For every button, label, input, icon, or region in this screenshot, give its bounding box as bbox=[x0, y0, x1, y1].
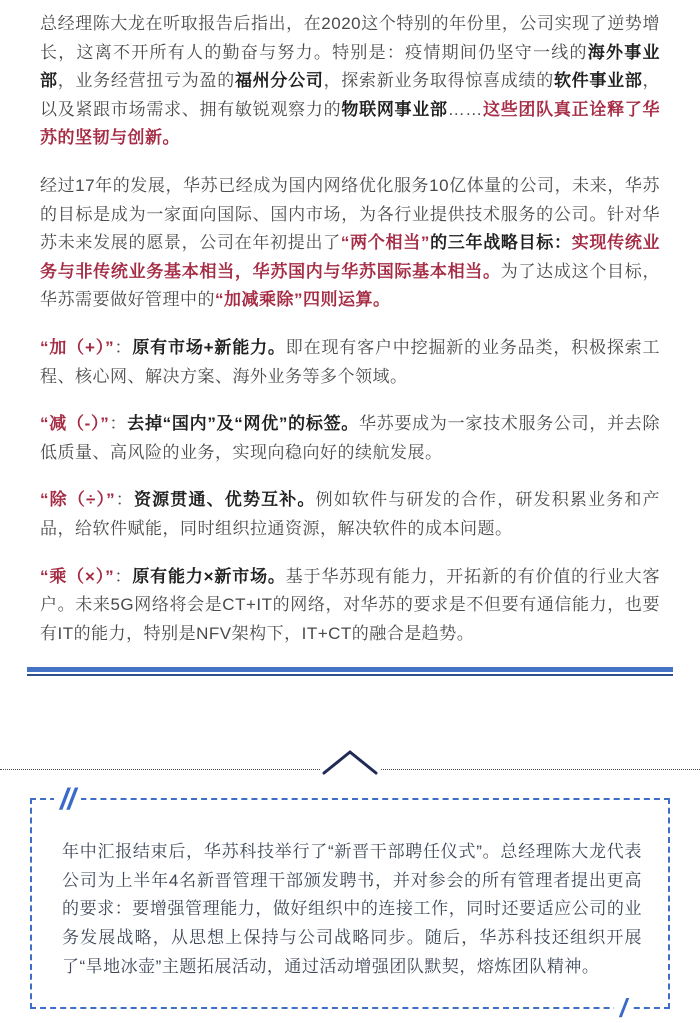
text-segment: ，以及紧跟市场需求、拥有敏锐观察力的 bbox=[40, 71, 661, 119]
article-paragraph bbox=[40, 410, 660, 467]
article-paragraph bbox=[40, 172, 660, 315]
quote-close-slash-icon: / bbox=[614, 995, 632, 1021]
text-segment: 即在现有客户中挖掘新的业务品类，积极探索工程、核心网、解决方案、海外业务等多个领域。 bbox=[40, 337, 661, 386]
text-segment: 例如软件与研发的合作，研发积累业务和产品，给软件赋能，同时组织拉通资源，解决软件的成本问题。 bbox=[40, 490, 661, 538]
chevron-up-icon bbox=[320, 748, 380, 776]
text-segment: “加减乘除”四则运算。 bbox=[215, 290, 391, 310]
text-segment: “两个相当” bbox=[340, 233, 430, 253]
text-segment: “加（+）” bbox=[40, 337, 115, 357]
text-segment: 这些团队真正诠释了华苏的坚韧与创新。 bbox=[40, 99, 661, 148]
text-segment: 经过17年的发展，华苏已经成为国内网络优化服务10亿体量的公司，未来，华苏的目标是成为一家面向国际、国内市场，为各行业提供技术服务的公司。针对华苏未来发展的愿景，公司在年初提出了 bbox=[40, 175, 660, 253]
article-paragraph bbox=[40, 334, 660, 391]
text-segment: 资源贯通、优势互补。 bbox=[133, 490, 316, 510]
text-segment: 原有市场+新能力。 bbox=[132, 337, 286, 357]
text-segment: 的三年战略目标： bbox=[429, 233, 572, 253]
article-paragraph bbox=[40, 10, 660, 153]
text-segment: ： bbox=[115, 490, 134, 510]
text-segment: 去掉“国内”及“网优”的标签。 bbox=[127, 414, 360, 434]
text-segment: 总经理陈大龙在听取报告后指出，在2020这个特别的年份里，公司实现了逆势增长，这离不开所有人的勤奋与努力。特别是：疫情期间仍坚守一线的 bbox=[40, 14, 660, 62]
text-segment: 基于华苏现有能力，开拓新的有价值的行业大客户。未来5G网络将会是CT+IT的网络，对华苏的要求是不但要有通信能力，也要有IT的能力，特别是NFV架构下，IT+CT的融合是趋势。 bbox=[40, 566, 661, 643]
quote-box bbox=[30, 783, 670, 1023]
text-segment: 海外事业部 bbox=[40, 42, 661, 91]
text-segment: ： bbox=[114, 337, 133, 357]
article-paragraph bbox=[40, 486, 660, 543]
text-segment: 软件事业部 bbox=[553, 71, 643, 91]
text-segment: 物联网事业部 bbox=[341, 99, 448, 119]
text-segment: ： bbox=[114, 566, 133, 586]
text-segment: “除（÷）” bbox=[40, 490, 116, 510]
text-segment: ： bbox=[109, 414, 128, 434]
text-segment: “减（-）” bbox=[40, 414, 110, 434]
text-segment: ，探索新业务取得惊喜成绩的 bbox=[323, 71, 554, 91]
text-segment: ，业务经营扭亏为盈的 bbox=[57, 71, 235, 91]
article-paragraph bbox=[40, 563, 660, 649]
text-segment: 实现传统业务与非传统业务基本相当，华苏国内与华苏国际基本相当。 bbox=[40, 233, 661, 281]
quote-paragraph: 年中汇报结束后，华苏科技举行了“新晋干部聘任仪式”。总经理陈大龙代表公司为上半年4名新晋管理干部颁发聘书，并对参会的所有管理者提出更高的要求：要增强管理能力，做好组织中的连接工作，同时还要适应公司的业务发展战略，从思想上保持与公司战略同步。随后，华苏科技还组织开展了“旱地冰壶”主题拓展活动，通过活动增强团队默契，熔炼团队精神。 bbox=[62, 842, 642, 976]
article-body bbox=[0, 10, 700, 648]
text-segment: “乘（×）” bbox=[40, 566, 115, 586]
text-segment: 原有能力×新市场。 bbox=[132, 566, 286, 586]
chevron-divider bbox=[0, 742, 700, 772]
text-segment: 福州分公司 bbox=[234, 71, 324, 91]
text-segment: 为了达成这个目标，华苏需要做好管理中的 bbox=[40, 261, 660, 310]
section-divider bbox=[27, 667, 673, 676]
divider-thin-rule bbox=[27, 674, 673, 676]
text-segment: …… bbox=[447, 99, 483, 119]
text-segment: 华苏要成为一家技术服务公司，并去除低质量、高风险的业务，实现向稳向好的续航发展。 bbox=[40, 414, 661, 462]
quote-open-slashes-icon: // bbox=[54, 785, 81, 815]
